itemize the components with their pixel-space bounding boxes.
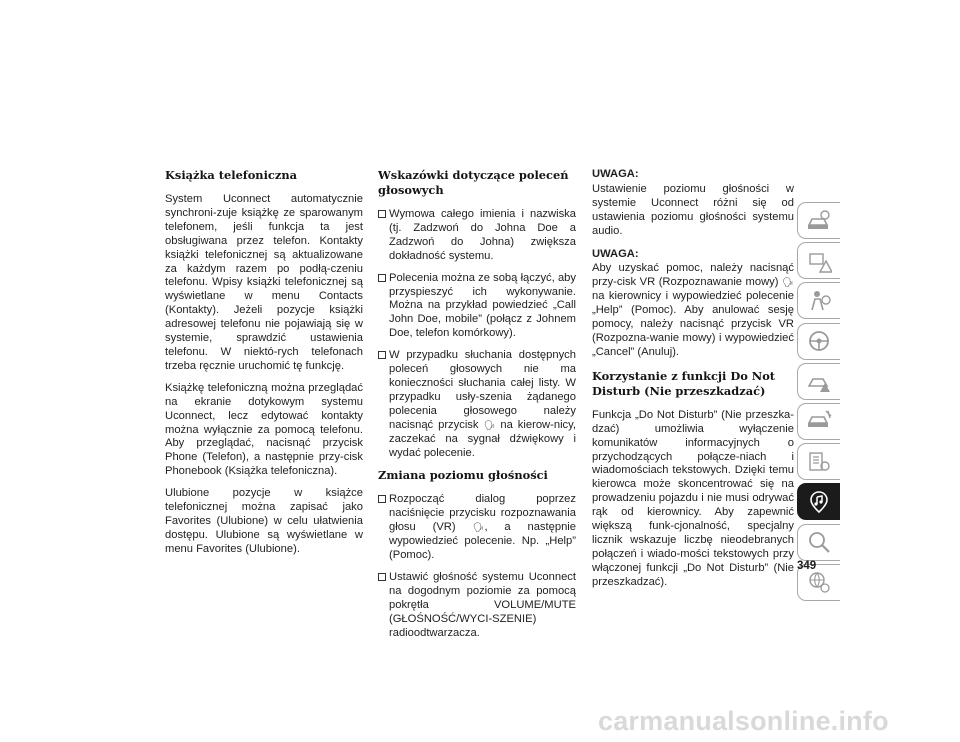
paragraph: Książkę telefoniczną można przeglądać na ekranie dotykowym systemu Uconnect, lecz edytować kontakty można wyłącznie za pomocą telefonu. Aby przeglądać, nacisnąć przycisk Phone (Telefon), a następnie przy-cisk Phonebook (Książka telefoniczna). (165, 381, 363, 478)
column-voice-tips (378, 168, 576, 648)
emergency-icon (806, 368, 832, 394)
tab-specifications[interactable] (797, 443, 840, 480)
list-item: Ustawić głośność systemu Uconnect na dogodnym poziomie za pomocą pokrętła VOLUME/MUTE (GŁOŚNOŚĆ/WYCI-SZENIE) radioodtwarzacza. (378, 571, 576, 641)
language-icon (806, 569, 832, 595)
paragraph: Funkcja „Do Not Disturb” (Nie przeszka-dzać) umożliwia wyłączenie komunikatów informacyjnych o przychodzących połącze-niach i wiadomościach tekstowych. Dzięki temu kierowca może skoncentrować się na prowadzeniu pojazdu i nie musi odrywać rąk od kierownicy. Aby zapewnić większą funk-cjonalność, specjalny licznik wskazuje liczbę nieodebranych połączeń i wiado-mości tekstowych przy włączonej funkcji „Do Not Disturb” (Nie przeszkadzać). (592, 408, 794, 588)
column-notes (592, 168, 794, 598)
section-heading-phonebook: Książka telefoniczna (165, 168, 297, 182)
page-number: 349 (797, 560, 817, 572)
specifications-icon (806, 449, 832, 475)
tab-steering-wheel[interactable] (797, 323, 840, 360)
tips-list (378, 208, 576, 460)
airbag-safety-icon (806, 288, 832, 314)
car-service-icon (806, 408, 832, 434)
tab-warning-lights[interactable] (797, 242, 840, 279)
chapter-tabs (797, 202, 840, 604)
voice-recognition-icon: 🗣 (782, 277, 794, 288)
index-search-icon (806, 529, 832, 555)
checkbox-bullet-icon (378, 351, 386, 359)
checkbox-bullet-icon (378, 210, 386, 218)
steering-wheel-icon (806, 328, 832, 354)
checkbox-bullet-icon (378, 495, 386, 503)
tab-index-search[interactable] (797, 524, 840, 561)
list-item: W przypadku słuchania dostępnych poleceń głosowych nie ma konieczności słuchania całej listy. W przypadku usły-szenia żądanego polecenia głosowego należy nacisnąć przycisk 🗣 na kierow-nicy, zaczekać na sygnał dźwiękowy i wydać polecenie. (378, 349, 576, 460)
voice-recognition-icon: 🗣 (472, 522, 485, 533)
tab-car-info[interactable] (797, 202, 840, 239)
volume-list (378, 493, 576, 640)
paragraph: Ulubione pozycje w książce telefonicznej można zapisać jako Favorites (Ulubione) w celu ułatwienia dostępu. Ulubione są wyświetlane w menu Favorites (Ulubione). (165, 487, 363, 555)
multimedia-icon (806, 489, 832, 515)
checkbox-bullet-icon (378, 274, 386, 282)
note-title: UWAGA: (592, 168, 639, 180)
section-heading-voice-tips: Wskazówki dotyczące poleceń głosowych (378, 168, 569, 197)
note-title: UWAGA: (592, 247, 639, 260)
list-item: Rozpocząć dialog poprzez naciśnięcie przycisku rozpoznawania głosu (VR) 🗣, a następnie wypowiedzieć polecenie. Np. „Help” (Pomoc). (378, 493, 576, 563)
note-text: Aby uzyskać pomoc, należy nacisnąć przy-cisk VR (Rozpoznawanie mowy) 🗣 na kierownicy i wypowiedzieć polecenie „Help” (Pomoc). Aby anulować sesję pomocy, należy nacisnąć przycisk VR (Rozpozna-wanie mowy) i wypowiedzieć „Cancel” (Anuluj). (592, 262, 794, 358)
list-item: Polecenia można ze sobą łączyć, aby przyspieszyć ich wykonywanie. Można na przykład powiedzieć „Call John Doe, mobile” (połącz z Johnem Doe, telefon komórkowy). (378, 272, 576, 342)
list-item: Wymowa całego imienia i nazwiska (tj. Zadzwoń do Johna Doe a Zadzwoń do Johna) zwiększa dokładność systemu. (378, 208, 576, 264)
voice-recognition-icon: 🗣 (483, 419, 496, 430)
tab-multimedia[interactable] (797, 483, 840, 520)
tab-emergency[interactable] (797, 363, 840, 400)
section-heading-volume: Zmiana poziomu głośności (378, 468, 548, 483)
watermark: carmanualsonline.info (598, 706, 889, 736)
paragraph: System Uconnect automatycznie synchroni-zuje książkę ze sparowanym telefonem, jeśli funkcja ta jest obsługiwana przez telefon. Kontakty książki telefonicznej są aktualizowane za każdym razem po podłą-czeniu telefonu. Wpisy książki telefonicznej są wyświetlane w menu Contacts (Kontakty). Jeżeli pozycje książki adresowej telefonu nie pojawiają się w systemie, sprawdzić ustawienia telefonu. W niektó-rych telefonach trzeba ręcznie uruchomić tę funkcję. (165, 193, 363, 372)
tab-airbag-safety[interactable] (797, 282, 840, 319)
column-phonebook (165, 168, 363, 565)
warning-lights-icon (806, 248, 832, 274)
note-text: Ustawienie poziomu głośności w systemie Uconnect różni się od ustawienia poziomu głośności systemu audio. (592, 182, 794, 237)
checkbox-bullet-icon (378, 573, 386, 581)
section-heading-do-not-disturb: Korzystanie z funkcji Do Not Disturb (Nie przeszkadzać) (592, 368, 776, 398)
tab-car-service[interactable] (797, 403, 840, 440)
car-info-icon (806, 208, 832, 234)
